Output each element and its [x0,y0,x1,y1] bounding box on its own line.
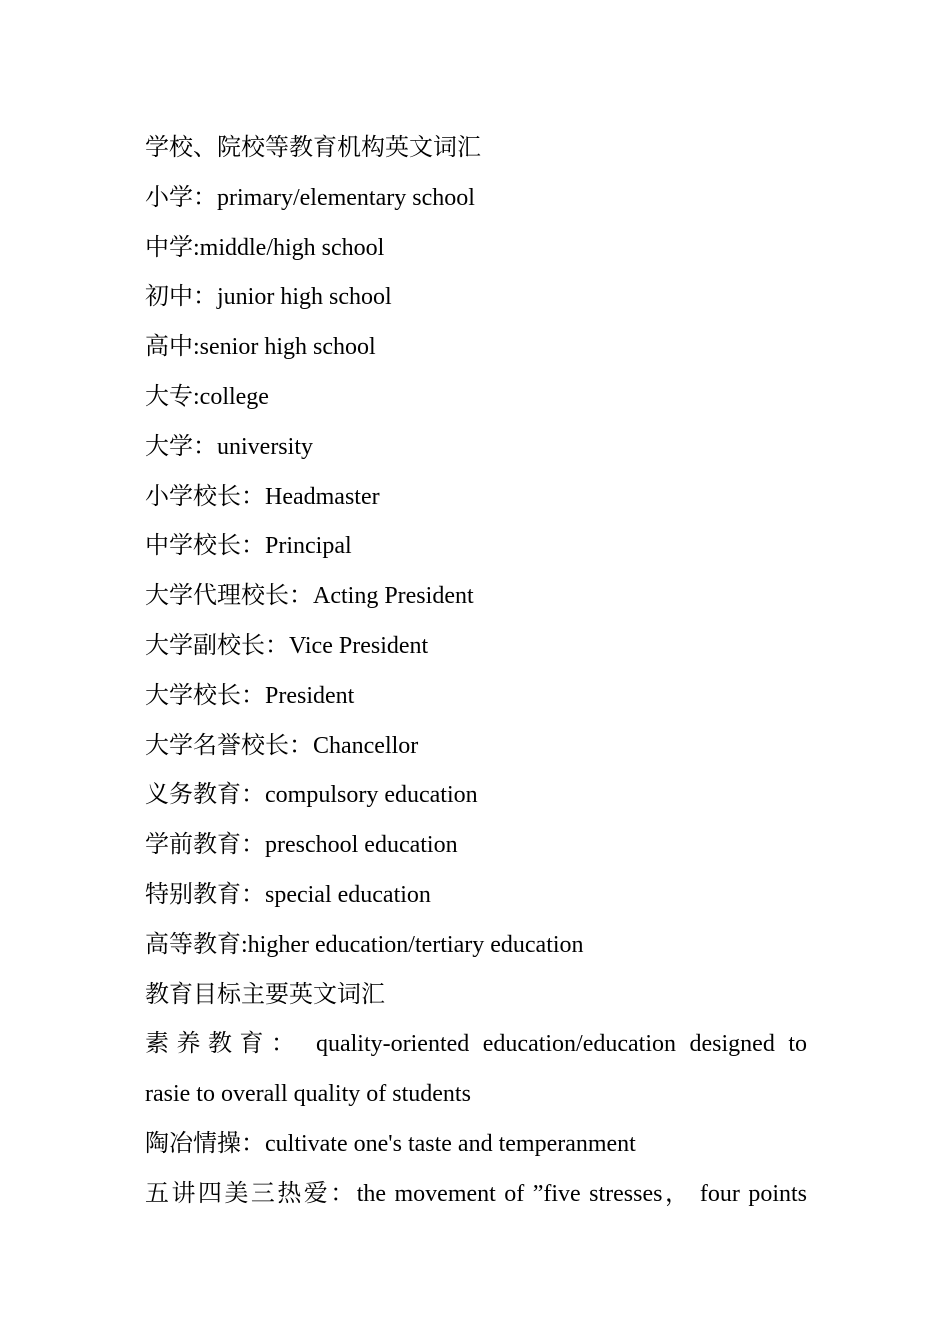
vocab-line-continuation: rasie to overall quality of students [145,1081,471,1108]
vocab-line: 大专:college [145,383,269,410]
vocab-line: 大学校长：President [145,682,355,709]
vocab-line: 高中:senior high school [145,334,376,361]
vocab-line: 陶冶情操：cultivate one's taste and temperanment [145,1130,636,1157]
vocab-line: 大学：university [145,433,313,460]
vocab-line: 中学:middle/high school [145,234,385,261]
vocab-line: 初中：junior high school [145,284,392,311]
vocab-line: 特别教育：special education [145,881,431,908]
section-heading-goals: 教育目标主要英文词汇 [145,981,385,1008]
vocab-line: 大学副校长：Vice President [145,632,429,659]
section-heading-institutions: 学校、院校等教育机构英文词汇 [145,135,481,161]
document-body [145,124,807,1220]
vocab-line: 素养教育： quality-oriented education/education designed to [145,1031,807,1058]
vocab-line: 小学校长：Headmaster [145,483,380,510]
vocab-line: 中学校长：Principal [145,533,352,560]
vocab-line: 义务教育：compulsory education [145,782,478,809]
vocab-line: 大学代理校长：Acting President [145,583,474,610]
vocab-line: 学前教育：preschool education [145,832,458,859]
vocab-line: 大学名誉校长：Chancellor [145,732,419,759]
vocab-line: 五讲四美三热爱：the movement of ”five stresses， four points [145,1180,807,1207]
vocab-line: 小学：primary/elementary school [145,184,475,211]
vocab-line: 高等教育:higher education/tertiary education [145,931,584,958]
